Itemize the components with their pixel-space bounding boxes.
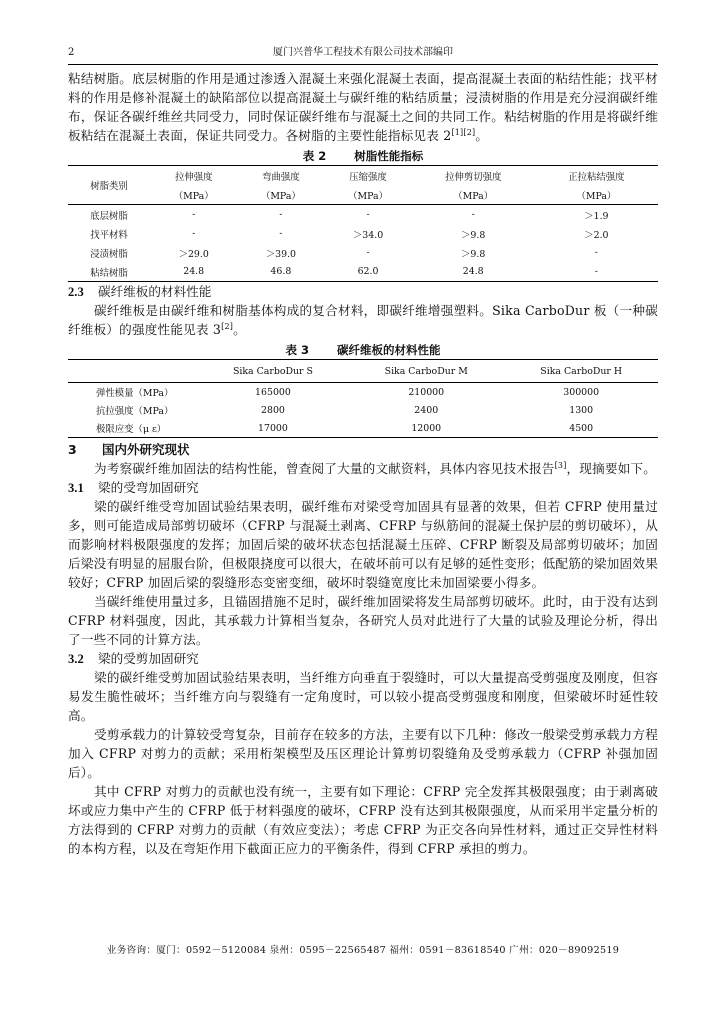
section-title: 碳纤维板的材料性能 <box>98 284 212 299</box>
section-3-1-heading <box>68 478 658 497</box>
table-cell: 210000 <box>408 386 445 398</box>
table-cell: 12000 <box>411 422 442 434</box>
paragraph-text: 为考察碳纤维加固法的结构性能，曾查阅了大量的文献资料，具体内容见技术报告 <box>94 461 555 476</box>
section-3-2-paragraph-2: 受剪承载力的计算较受弯复杂，目前存在较多的方法，主要有以下几种：修改一般梁受剪承载力方程加入 CFRP 对剪力的贡献；采用桁架模型及压区理论计算剪切裂缝角及受剪承载力（CFRP 补强加固后）。 <box>68 727 658 780</box>
table-cell: 17000 <box>258 422 288 434</box>
column-header: Sika CarboDur M <box>348 360 504 383</box>
column-unit: （MPa） <box>535 185 658 205</box>
table-cell: - <box>594 247 598 258</box>
resin-properties-table <box>68 165 658 282</box>
intro-paragraph <box>68 69 658 145</box>
table-cell: ＞9.8 <box>461 248 486 260</box>
section-2-3-heading <box>68 282 658 301</box>
table-cell: ＞9.8 <box>461 229 486 241</box>
table-cell: 2800 <box>261 404 285 416</box>
section-3-1-paragraph-1: 梁的碳纤维受弯加固试验结果表明，碳纤维布对梁受弯加固具有显著的效果，但若 CFRP 使用量过多，则可能造成局部剪切破坏（CFRP 与混凝土剥离、CFRP 与纵筋间的混凝土保护层的剪切破坏），从而影响材料极限强度的发挥；加固后梁的破坏状态包括混凝土压碎、CFRP 断裂及局部剪切破坏；加固后梁没有明显的屈服台阶，但极限挠度可以很大，在破坏前可以有足够的延性变形；低配筋的梁加固效果较好；CFRP 加固后梁的裂缝形态变密变细，破坏时裂缝宽度比未加固梁要小得多。 <box>68 499 658 590</box>
column-header: 弯曲强度 <box>262 171 300 183</box>
table-row <box>68 243 658 262</box>
table-cell: ＞29.0 <box>178 248 209 260</box>
table-cell: 62.0 <box>357 266 379 277</box>
column-header: 拉伸剪切强度 <box>445 171 502 183</box>
table-cell: ＞39.0 <box>265 248 296 260</box>
section-number: 2.3 <box>68 285 84 299</box>
citation: [1][2] <box>451 127 476 137</box>
intro-end: 。 <box>475 128 489 143</box>
column-header: 压缩强度 <box>349 171 387 183</box>
section-title: 国内外研究现状 <box>102 442 190 457</box>
column-header: Sika CarboDur H <box>504 360 658 383</box>
document-page <box>68 44 658 858</box>
row-label: 浸渍树脂 <box>90 248 128 260</box>
table-cell: - <box>279 209 283 220</box>
table-cell: 165000 <box>255 386 291 398</box>
section-number: 3.2 <box>68 652 84 666</box>
column-header: 正拉粘结强度 <box>568 171 625 183</box>
page-header <box>68 44 658 65</box>
section-3-heading <box>68 440 658 459</box>
table-cell: - <box>192 228 196 239</box>
section-3-2-paragraph-3: 其中 CFRP 对剪力的贡献也没有统一，主要有如下理论：CFRP 完全发挥其极限强度；由于剥离破坏或应力集中产生的 CFRP 低于材料强度的破坏，CFRP 没有达到其极限强度，从而采用半定量分析的方法得到的 CFRP 对剪力的贡献（有效应变法）；考虑 CFRP 为正交各向异性材料，通过正交异性材料的本构方程，以及在弯矩作用下截面正应力的平衡条件，得到 CFRP 承担的剪力。 <box>68 784 658 856</box>
table-cell: - <box>366 247 370 258</box>
table3-caption <box>68 341 658 359</box>
section-title: 梁的受弯加固研究 <box>98 480 199 495</box>
table-row <box>68 205 658 225</box>
blank-header <box>68 360 198 383</box>
page-number: 2 <box>68 47 75 58</box>
section-number: 3 <box>68 442 77 457</box>
row-label: 弹性模量（MPa） <box>96 388 174 399</box>
header-title: 厦门兴普华工程技术有限公司技术部编印 <box>273 47 453 58</box>
table-cell: - <box>192 209 196 220</box>
section-title: 梁的受剪加固研究 <box>98 651 199 666</box>
section-3-1-paragraph-2: 当碳纤维使用量过多，且锚固措施不足时，碳纤维加固梁将发生局部剪切破坏。此时，由于没有达到 CFRP 材料强度，因此，其承载力计算相当复杂，各研究人员对此进行了大量的试验及理论分析，得出了一些不同的计算方法。 <box>68 594 658 647</box>
column-unit: （MPa） <box>412 185 535 205</box>
table-cell: 300000 <box>563 386 600 398</box>
table-cell: ＞2.0 <box>584 229 609 241</box>
row-label: 底层树脂 <box>90 210 128 222</box>
row-label: 抗拉强度（MPa） <box>96 406 174 417</box>
citation: [2] <box>221 321 234 331</box>
table-cell: 46.8 <box>270 266 292 277</box>
table-cell: ＞34.0 <box>352 229 384 241</box>
table-row <box>68 383 658 402</box>
table-cell: 1300 <box>569 404 594 416</box>
table-cell: 2400 <box>414 404 439 416</box>
row-label: 粘结树脂 <box>90 267 128 279</box>
section-3-2-heading <box>68 649 658 668</box>
column-unit: （MPa） <box>150 185 237 205</box>
table-row <box>68 262 658 282</box>
section-3-paragraph <box>68 459 658 478</box>
row-label: 极限应变（μ ε） <box>96 424 167 435</box>
table2-caption-title: 树脂性能指标 <box>354 149 424 163</box>
row-label: 找平材料 <box>90 229 128 241</box>
table-cell: 24.8 <box>183 266 205 277</box>
paragraph-end: ，现摘要如下。 <box>566 461 657 476</box>
table3-caption-number: 表 3 <box>285 343 309 357</box>
table-cell: ＞1.9 <box>584 210 609 222</box>
page-footer: 业务咨询：厦门：0592－5120084 泉州：0595－22565487 福州：0591－83618540 广州：020－89092519 <box>106 945 620 956</box>
column-header: Sika CarboDur S <box>198 360 348 383</box>
table2-caption-number: 表 2 <box>302 149 327 163</box>
column-unit: （MPa） <box>324 185 411 205</box>
intro-text: 粘结树脂。底层树脂的作用是通过渗透入混凝土来强化混凝土表面，提高混凝土表面的粘结性能；找平材料的作用是修补混凝土的缺陷部位以提高混凝土与碳纤维的粘结质量；浸渍树脂的作用是充分浸润碳纤维布，保证各碳纤维丝共同受力，同时保证碳纤维布与混凝土之间的共同工作。粘结树脂的作用是将碳纤维板粘结在混凝土表面，保证共同受力。各树脂的主要性能指标见表 2 <box>68 71 658 143</box>
section-number: 3.1 <box>68 481 84 495</box>
table-cell: 4500 <box>569 422 594 434</box>
column-unit: （MPa） <box>237 185 324 205</box>
column-header: 拉伸强度 <box>174 171 213 183</box>
paragraph-text: 碳纤维板是由碳纤维和树脂基体构成的复合材料，即碳纤维增强塑料。Sika CarboDur 板（一种碳纤维板）的强度性能见表 3 <box>68 303 658 337</box>
table-cell: - <box>594 266 598 277</box>
table-cell: - <box>471 209 475 220</box>
table-cell: - <box>279 228 283 239</box>
table3-caption-title: 碳纤维板的材料性能 <box>337 343 441 357</box>
row-header-cell: 树脂类别 <box>68 166 150 205</box>
table-row <box>68 224 658 243</box>
table-cell: 24.8 <box>462 266 484 277</box>
table-cell: - <box>366 209 370 220</box>
citation: [3] <box>554 460 567 470</box>
paragraph-end: 。 <box>233 322 246 337</box>
table-row <box>68 419 658 438</box>
section-2-3-paragraph <box>68 301 658 339</box>
section-3-2-paragraph-1: 梁的碳纤维受剪加固试验结果表明，当纤维方向垂直于裂缝时，可以大量提高受剪强度及刚度，但容易发生脆性破坏；当纤维方向与裂缝有一定角度时，可以较小提高受剪强度和刚度，但梁破坏时延性较高。 <box>68 670 658 723</box>
carbon-plate-table <box>68 359 658 438</box>
table-row <box>68 401 658 419</box>
table2-caption <box>68 147 658 165</box>
